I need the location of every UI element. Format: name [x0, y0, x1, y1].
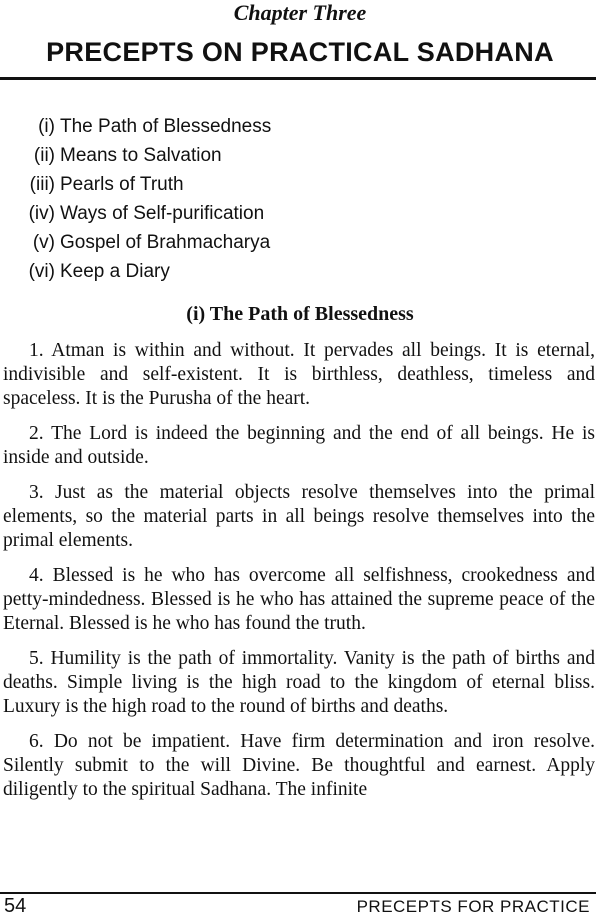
contents-item-text: The Path of Blessedness	[60, 116, 272, 137]
contents-item	[0, 228, 600, 257]
contents-item-number: (vi)	[28, 261, 55, 282]
contents-item-text: Pearls of Truth	[60, 174, 184, 195]
section-body	[3, 339, 595, 813]
paragraph: 2. The Lord is indeed the beginning and the end of all beings. He is inside and outside.	[3, 423, 595, 468]
paragraph: 6. Do not be impatient. Have firm determination and iron resolve. Silently submit to the will Divine. Be thoughtful and earnest. Apply diligently to the spiritual Sadhana. The infinite	[3, 731, 595, 800]
contents-item	[0, 112, 600, 141]
paragraph: 1. Atman is within and without. It pervades all beings. It is eternal, indivisible and self-existent. It is birthless, deathless, timeless and spaceless. It is the Purusha of the heart.	[3, 340, 595, 409]
contents-item-text: Gospel of Brahmacharya	[60, 232, 271, 253]
bottom-rule	[0, 892, 596, 894]
contents-item	[0, 257, 600, 286]
chapter-label: Chapter Three	[233, 0, 367, 25]
running-footer: PRECEPTS FOR PRACTICE	[356, 897, 590, 916]
contents-item	[0, 199, 600, 228]
contents-item-text: Keep a Diary	[60, 261, 170, 282]
paragraph: 4. Blessed is he who has overcome all selfishness, crookedness and petty-mindedness. Blessed is he who has attained the supreme peace of the Eternal. Blessed is he who has found the truth.	[3, 565, 595, 634]
contents-item-number: (iv)	[28, 203, 55, 224]
top-rule	[0, 77, 596, 80]
contents-list	[0, 112, 600, 286]
page-number: 54	[4, 895, 27, 917]
paragraph: 5. Humility is the path of immortality. Vanity is the path of births and deaths. Simple living is the high road to the kingdom of eternal bliss. Luxury is the high road to the round of births and deaths.	[3, 648, 595, 717]
paragraph: 3. Just as the material objects resolve themselves into the primal elements, so the material parts in all beings resolve themselves into the primal elements.	[3, 482, 595, 551]
chapter-title: PRECEPTS ON PRACTICAL SADHANA	[46, 37, 554, 67]
contents-item-number: (v)	[32, 232, 55, 253]
section-heading: (i) The Path of Blessedness	[186, 303, 414, 325]
contents-item-number: (iii)	[29, 174, 55, 195]
contents-item	[0, 141, 600, 170]
contents-item-number: (ii)	[33, 145, 55, 166]
contents-item-text: Ways of Self-purification	[60, 203, 265, 224]
contents-item	[0, 170, 600, 199]
contents-item-number: (i)	[38, 116, 55, 137]
contents-item-text: Means to Salvation	[60, 145, 222, 166]
